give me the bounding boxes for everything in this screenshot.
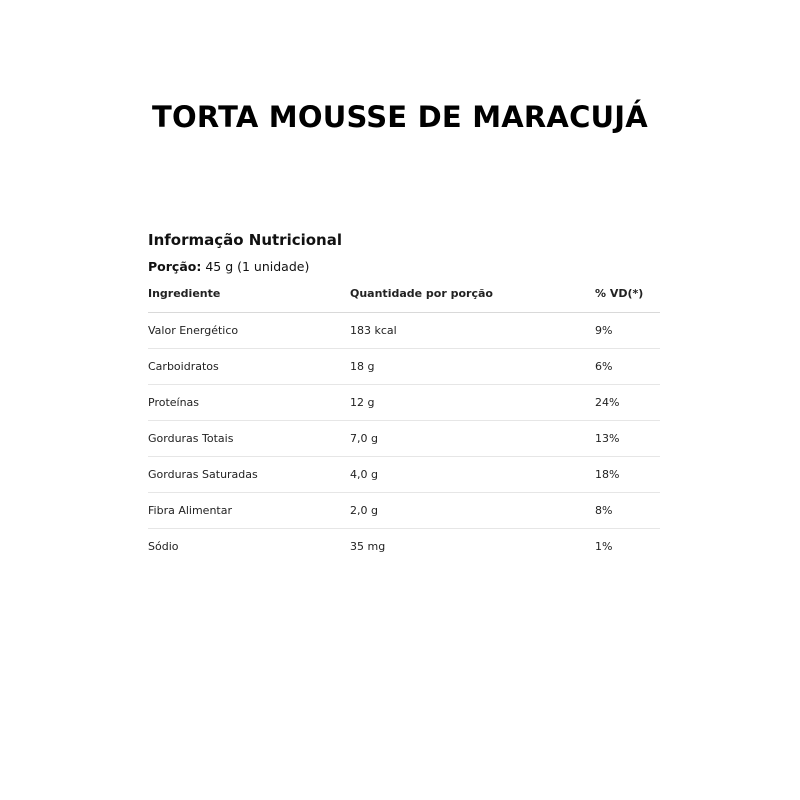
cell-ingredient: Gorduras Saturadas (148, 457, 350, 493)
table-row (148, 385, 660, 421)
cell-daily-value: 9% (595, 313, 660, 349)
table-row (148, 493, 660, 529)
portion-value: 45 g (1 unidade) (201, 259, 310, 274)
header-ingredient: Ingrediente (148, 287, 350, 313)
nutrition-panel (148, 228, 660, 564)
cell-daily-value: 6% (595, 349, 660, 385)
table-row (148, 421, 660, 457)
table-header-row (148, 287, 660, 313)
cell-quantity: 2,0 g (350, 493, 595, 529)
portion-label: Porção: (148, 259, 202, 274)
cell-quantity: 35 mg (350, 540, 386, 553)
cell-quantity: 183 kcal (350, 313, 595, 349)
cell-quantity: 4,0 g (350, 457, 595, 493)
header-daily-value: % VD(*) (595, 287, 660, 313)
cell-daily-value: 24% (595, 385, 660, 421)
table-row (148, 457, 660, 493)
nutrition-table (148, 287, 660, 564)
table-row (148, 349, 660, 385)
cell-quantity: 7,0 g (350, 421, 595, 457)
nutrition-heading: Informação Nutricional (148, 231, 343, 249)
cell-ingredient: Fibra Alimentar (148, 493, 350, 529)
cell-ingredient: Carboidratos (148, 349, 350, 385)
table-row (148, 313, 660, 349)
cell-daily-value: 18% (595, 457, 660, 493)
cell-ingredient: Gorduras Totais (148, 421, 350, 457)
cell-daily-value: 1% (595, 540, 613, 553)
cell-daily-value: 8% (595, 493, 660, 529)
cell-quantity: 18 g (350, 349, 595, 385)
product-title: TORTA MOUSSE DE MARACUJÁ (152, 100, 648, 134)
cell-quantity: 12 g (350, 385, 595, 421)
cell-ingredient: Sódio (148, 540, 179, 553)
portion-info (148, 258, 660, 276)
header-quantity: Quantidade por porção (350, 287, 595, 313)
cell-daily-value: 13% (595, 421, 660, 457)
cell-ingredient: Proteínas (148, 385, 350, 421)
table-row (148, 529, 660, 565)
cell-ingredient: Valor Energético (148, 313, 350, 349)
